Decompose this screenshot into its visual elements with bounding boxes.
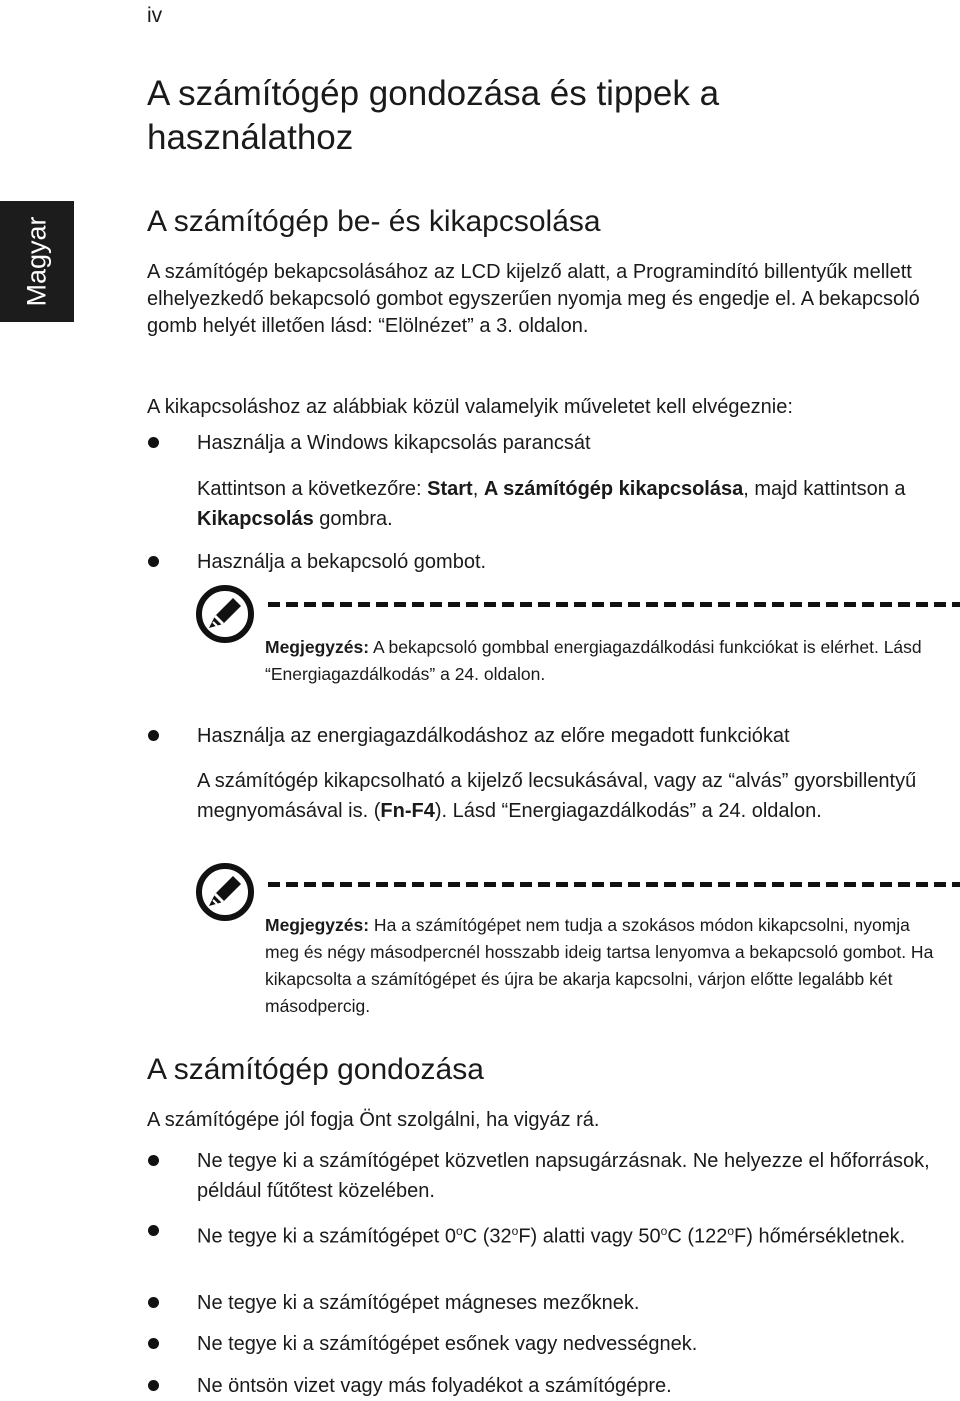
windows-shutdown-instructions: Kattintson a következőre: Start, A számítógép kikapcsolása, majd kattintson a Kikapcsolás gombra. (197, 478, 906, 530)
bullet-icon (148, 1225, 159, 1236)
language-side-tab (0, 201, 74, 322)
page-number: iv (147, 4, 163, 27)
care-item-magnetic: Ne tegye ki a számítógépet mágneses mezőknek. (197, 1292, 640, 1314)
note-divider (268, 882, 960, 887)
side-tab-label: Magyar (21, 216, 52, 307)
bullet-icon (148, 730, 159, 741)
care-item-liquids: Ne öntsön vizet vagy más folyadékot a számítógépre. (197, 1375, 672, 1397)
note-force-shutdown: Megjegyzés: Ha a számítógépet nem tudja a szokásos módon kikapcsolni, nyomja meg és négy másodpercnél hosszabb ideig tartsa lenyomva a bekapcsoló gombot. Ha kikapcsolta a számítógépet és újra be akarja kapcsolni, várjon előtte legalább két másodpercig. (265, 915, 934, 1016)
bullet-icon (148, 1297, 159, 1308)
section-heading-care: A számítógép gondozása (147, 1053, 484, 1086)
list-item-power-button: Használja a bekapcsoló gombot. (197, 551, 487, 573)
note-power-button: Megjegyzés: A bekapcsoló gombbal energiagazdálkodási funkciókat is elérhet. Lásd “Energiagazdálkodás” a 24. oldalon. (265, 637, 922, 684)
page-title: A számítógép gondozása és tippek a használathoz (147, 74, 720, 157)
care-item-sunlight: Ne tegye ki a számítógépet közvetlen napsugárzásnak. Ne helyezze el hőforrások, például fűtőtest közelében. (197, 1150, 930, 1202)
section-heading-power: A számítógép be- és kikapcsolása (147, 205, 601, 238)
care-item-moisture: Ne tegye ki a számítógépet esőnek vagy nedvességnek. (197, 1333, 698, 1355)
power-on-paragraph: A számítógép bekapcsolásához az LCD kijelző alatt, a Programindító billentyűk mellett elhelyezkedő bekapcsoló gombot egyszerűen nyomja meg és engedje el. A bekapcsoló gomb helyét illetően lásd: “Elölnézet” a 3. oldalon. (147, 261, 920, 337)
list-item-windows-shutdown: Használja a Windows kikapcsolás parancsát (197, 432, 591, 454)
bullet-icon (148, 1380, 159, 1391)
note-divider (268, 602, 960, 607)
bullet-icon (148, 1155, 159, 1166)
bullet-icon (148, 437, 159, 448)
bullet-icon (148, 556, 159, 567)
note-pen-icon (195, 862, 255, 922)
care-item-temperature: Ne tegye ki a számítógépet 0$^o$C (32$^o$F) alatti vagy 50$^o$C (122$^o$F) hőmérsékletnek. (197, 1224, 906, 1248)
list-item-power-management: Használja az energiagazdálkodáshoz az előre megadott funkciókat (197, 725, 790, 747)
power-management-instructions: A számítógép kikapcsolható a kijelző lecsukásával, vagy az “alvás” gyorsbillentyű megnyomásával is. (Fn-F4). Lásd “Energiagazdálkodás” a 24. oldalon. (197, 770, 917, 822)
care-intro: A számítógépe jól fogja Önt szolgálni, ha vigyáz rá. (147, 1109, 600, 1131)
power-off-intro: A kikapcsoláshoz az alábbiak közül valamelyik műveletet kell elvégeznie: (147, 396, 793, 418)
note-pen-icon (195, 584, 255, 644)
bullet-icon (148, 1338, 159, 1349)
